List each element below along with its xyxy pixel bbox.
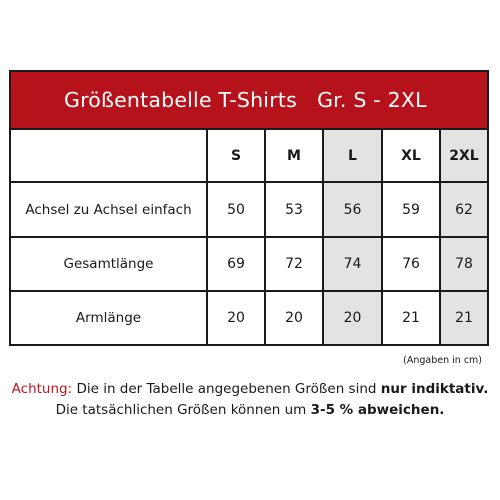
value-cell: 69 <box>208 238 266 292</box>
row-label-chest: Achsel zu Achsel einfach <box>11 183 208 238</box>
size-header-m: M <box>266 130 324 183</box>
units-note: (Angaben in cm) <box>403 355 482 366</box>
warning-prefix: Achtung: <box>11 381 73 397</box>
value-cell: 59 <box>383 183 441 238</box>
value-cell: 62 <box>441 183 487 238</box>
disclaimer-line-2 <box>0 400 500 421</box>
size-header-s: S <box>208 130 266 183</box>
size-header-l: L <box>324 130 383 183</box>
size-header-xl: XL <box>383 130 441 183</box>
value-cell: 21 <box>383 292 441 344</box>
value-cell: 20 <box>324 292 383 344</box>
size-table <box>9 70 489 346</box>
row-label-sleeve: Armlänge <box>11 292 208 344</box>
value-cell: 20 <box>266 292 324 344</box>
value-cell: 78 <box>441 238 487 292</box>
table-header-band <box>11 72 487 130</box>
disclaimer <box>0 379 500 421</box>
value-cell: 21 <box>441 292 487 344</box>
value-cell: 56 <box>324 183 383 238</box>
value-cell: 74 <box>324 238 383 292</box>
size-grid <box>11 130 487 344</box>
table-title: Größentabelle T-Shirts Gr. S - 2XL <box>64 88 427 112</box>
disclaimer-bold-1: nur indiktativ. <box>380 381 489 397</box>
value-cell: 72 <box>266 238 324 292</box>
value-cell: 76 <box>383 238 441 292</box>
value-cell: 20 <box>208 292 266 344</box>
value-cell: 53 <box>266 183 324 238</box>
row-label-length: Gesamtlänge <box>11 238 208 292</box>
disclaimer-bold-2: 3-5 % abweichen. <box>310 402 445 418</box>
size-header-2xl: 2XL <box>441 130 487 183</box>
disclaimer-line-1 <box>0 379 500 400</box>
disclaimer-text-1: Die in der Tabelle angegebenen Größen sind <box>72 381 381 397</box>
corner-cell <box>11 130 208 183</box>
disclaimer-text-2: Die tatsächlichen Größen können um <box>55 402 311 418</box>
value-cell: 50 <box>208 183 266 238</box>
